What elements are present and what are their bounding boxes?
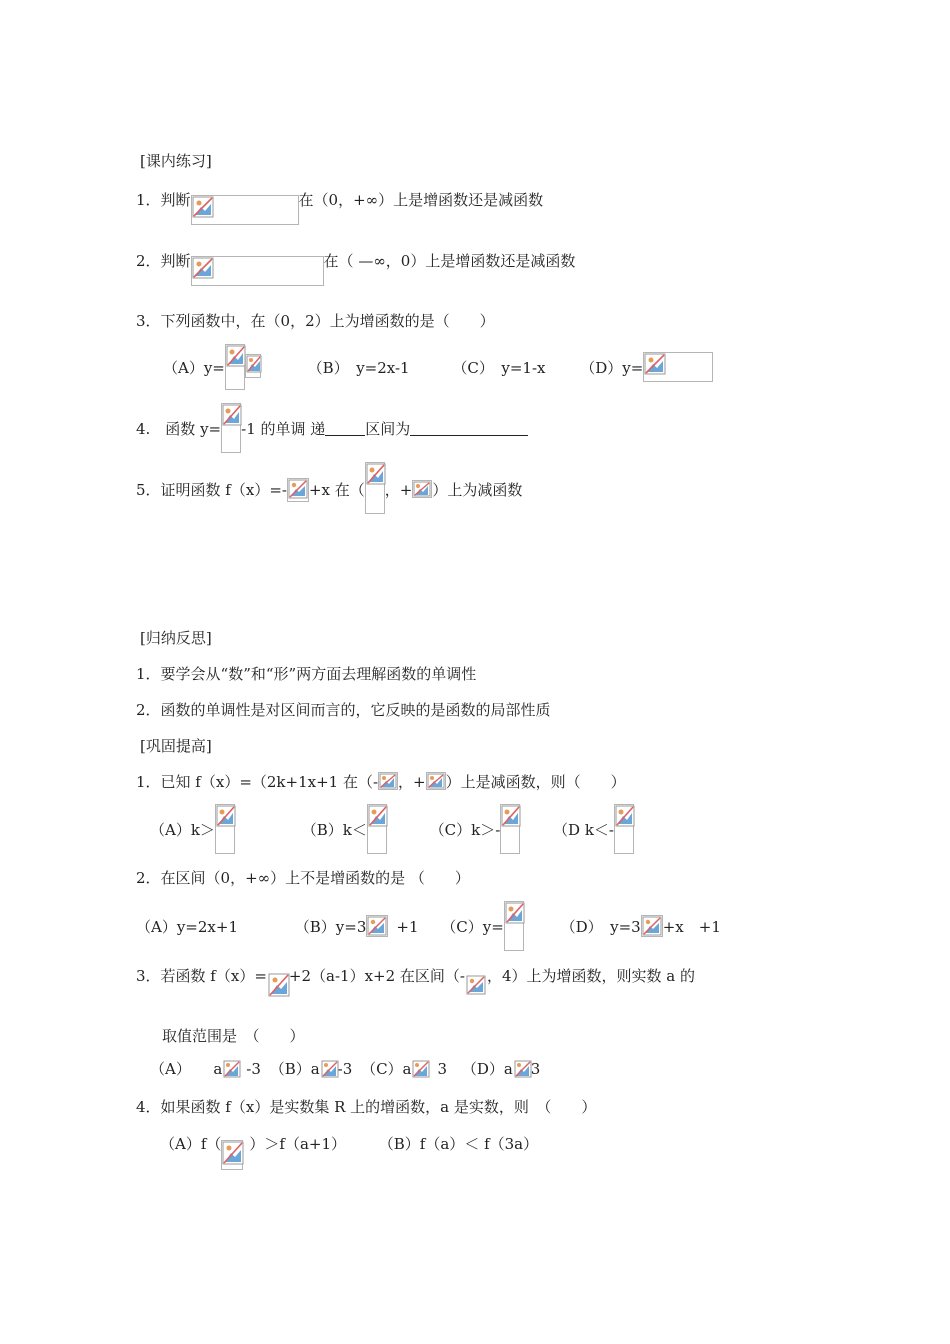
q1-comma: ，+ — [398, 773, 426, 791]
practice-q2 — [136, 251, 575, 286]
broken-image-icon — [222, 404, 242, 426]
formula-image — [643, 352, 713, 382]
broken-image-icon — [615, 805, 635, 827]
q1-prefix: 1．判断 — [136, 191, 191, 209]
option-c-suffix: 3 — [437, 1060, 448, 1078]
formula-image — [221, 403, 241, 453]
q4-mid2: 区间为 — [365, 420, 411, 438]
option-c: （C）k＞- — [429, 821, 501, 839]
formula-image — [367, 804, 387, 854]
q3-prefix: 3．若函数 f（x）= — [136, 967, 267, 985]
broken-image-icon — [192, 196, 214, 218]
q1-suffix: 在（0，+∞）上是增函数还是减函数 — [298, 191, 544, 209]
formula-image — [365, 462, 385, 514]
answer-blank — [410, 419, 528, 436]
q4-mid: -1 的单调 递 — [241, 420, 326, 438]
formula-image — [222, 1059, 240, 1077]
formula-image — [267, 972, 289, 1002]
broken-image-icon — [268, 973, 290, 997]
formula-image — [513, 1059, 531, 1077]
broken-image-icon — [379, 773, 397, 789]
formula-image — [411, 1059, 429, 1077]
broken-image-icon — [505, 902, 525, 924]
option-b-suffix: +1 — [396, 918, 419, 936]
q1-suffix: ）上是减函数，则（ ） — [445, 773, 626, 791]
option-b: （B）y=3 — [294, 918, 367, 936]
broken-image-icon — [368, 805, 388, 827]
formula-image — [412, 480, 432, 498]
consolidation-q4-options — [160, 1134, 538, 1170]
broken-image-icon — [413, 481, 431, 497]
option-a: （A）f（ — [160, 1135, 222, 1153]
reflection-point-2: 2．函数的单调性是对区间而言的，它反映的是函数的局部性质 — [136, 701, 551, 719]
broken-image-icon — [427, 773, 445, 789]
formula-image — [465, 974, 487, 996]
option-c: （C）a — [361, 1060, 412, 1078]
broken-image-icon — [226, 345, 246, 367]
q1-prefix: 1．已知 f（x）=（2k+1x+1 在（- — [136, 773, 379, 791]
q5-mid: +x 在（ — [308, 481, 365, 499]
q5-comma: ，+ — [384, 481, 413, 499]
consolidation-q1-options — [150, 820, 634, 854]
section-heading-practice: [课内练习] — [140, 152, 212, 170]
broken-image-icon — [246, 355, 262, 373]
formula-image — [225, 344, 245, 390]
q4-prefix: 4. 函数 y= — [136, 420, 222, 438]
option-d: （D）y= — [580, 359, 644, 377]
option-a: （A）k＞ — [150, 821, 215, 839]
consolidation-q4: 4．如果函数 f（x）是实数集 R 上的增函数，a 是实数，则 （ ） — [136, 1098, 597, 1116]
q3-suffix: ，4）上为增函数，则实数 a 的 — [486, 967, 696, 985]
option-d: （D）a — [461, 1060, 513, 1078]
consolidation-q3-options — [150, 1059, 540, 1079]
formula-image — [320, 1059, 338, 1077]
practice-q3: 3．下列函数中，在（0，2）上为增函数的是（ ） — [136, 312, 495, 330]
broken-image-icon — [412, 1060, 430, 1078]
answer-blank — [325, 419, 365, 436]
consolidation-q2-options — [136, 917, 721, 951]
broken-image-icon — [223, 1060, 241, 1078]
consolidation-q2: 2．在区间（0，+∞）上不是增函数的是 （ ） — [136, 869, 470, 887]
option-a: （A） a — [150, 1060, 223, 1078]
consolidation-q1 — [136, 772, 626, 792]
practice-q5 — [136, 480, 522, 514]
formula-image — [366, 915, 388, 937]
q5-suffix: ）上为减函数 — [432, 481, 523, 499]
formula-image — [426, 772, 446, 790]
option-b: （B） y=2x-1 — [307, 359, 410, 377]
broken-image-icon — [222, 1141, 244, 1165]
practice-q1 — [136, 190, 543, 225]
formula-image — [191, 195, 299, 225]
formula-image — [614, 804, 634, 854]
section-heading-consolidation: [巩固提高] — [140, 737, 212, 755]
broken-image-icon — [644, 353, 666, 375]
practice-q4 — [136, 419, 528, 453]
broken-image-icon — [321, 1060, 339, 1078]
option-d-suffix: 3 — [530, 1060, 541, 1078]
formula-image — [287, 478, 309, 502]
formula-image — [378, 772, 398, 790]
option-b-suffix: -3 — [337, 1060, 353, 1078]
q2-suffix: 在（ —∞，0）上是增函数还是减函数 — [323, 252, 576, 270]
broken-image-icon — [514, 1060, 532, 1078]
option-a-suffix: ）＞f（a+1） — [249, 1135, 346, 1153]
consolidation-q3-line2: 取值范围是 （ ） — [162, 1027, 305, 1045]
section-heading-reflection: [归纳反思] — [140, 629, 212, 647]
broken-image-icon — [367, 916, 387, 936]
reflection-point-1: 1．要学会从“数”和“形”两方面去理解函数的单调性 — [136, 665, 477, 683]
consolidation-q3 — [136, 966, 695, 1002]
option-d: （D k＜- — [553, 821, 614, 839]
formula-image — [245, 354, 261, 378]
q2-prefix: 2．判断 — [136, 252, 191, 270]
q5-prefix: 5．证明函数 f（x）=- — [136, 481, 287, 499]
formula-image — [500, 804, 520, 854]
option-b: （B）k＜ — [301, 821, 367, 839]
broken-image-icon — [288, 479, 308, 499]
option-b: （B）f（a）＜ f（3a） — [378, 1135, 539, 1153]
broken-image-icon — [192, 257, 214, 279]
option-a: （A）y=2x+1 — [136, 918, 238, 936]
formula-image — [215, 804, 235, 854]
formula-image — [641, 915, 663, 937]
broken-image-icon — [642, 916, 662, 936]
option-a-suffix: -3 — [246, 1060, 261, 1078]
broken-image-icon — [501, 805, 521, 827]
practice-q3-options — [163, 358, 713, 390]
option-d-suffix: +x +1 — [662, 918, 721, 936]
option-d: （D） y=3 — [560, 918, 641, 936]
formula-image — [504, 901, 524, 951]
option-c: （C）y= — [441, 918, 504, 936]
q3-mid: +2（a-1）x+2 在区间（- — [288, 967, 465, 985]
broken-image-icon — [366, 463, 386, 485]
broken-image-icon — [466, 975, 486, 995]
formula-image — [191, 256, 324, 286]
option-b: （B）a — [269, 1060, 320, 1078]
broken-image-icon — [216, 805, 236, 827]
option-a: （A）y= — [163, 359, 225, 377]
formula-image — [221, 1140, 243, 1170]
option-c: （C） y=1-x — [452, 359, 546, 377]
